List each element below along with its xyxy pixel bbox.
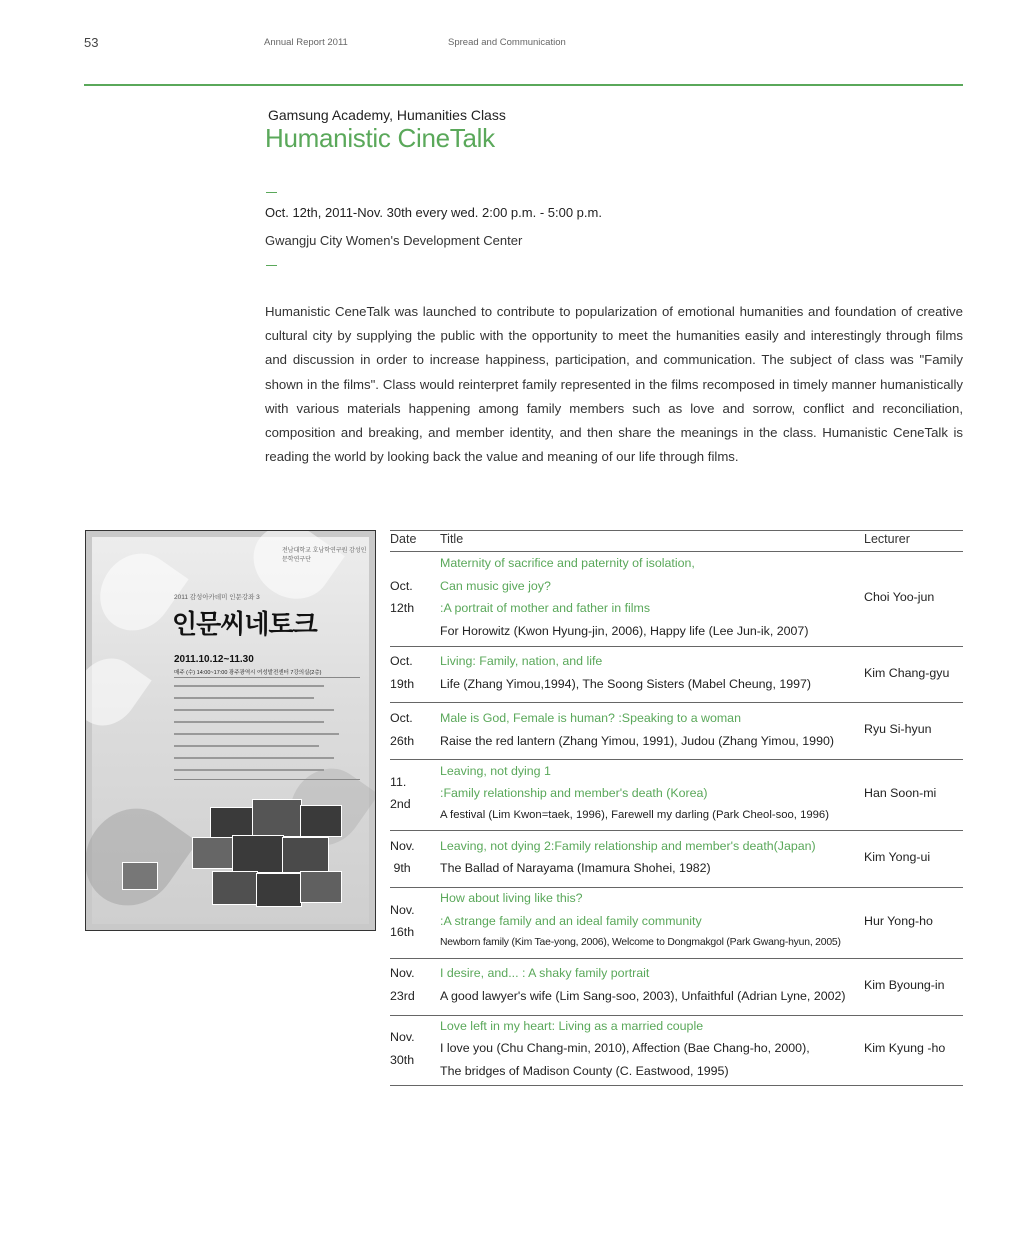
row-date: Oct. [390, 654, 413, 668]
row-date: 12th [390, 601, 415, 615]
row-date: Nov. [390, 839, 415, 853]
header-section-title: Spread and Communication [448, 37, 566, 48]
row-date: 30th [390, 1053, 415, 1067]
poster-schedule-line [174, 745, 319, 747]
poster-schedule-line [174, 709, 334, 711]
poster-image [85, 530, 376, 931]
row-films: I love you (Chu Chang-min, 2010), Affection (Bae Chang-ho, 2000), [440, 1041, 810, 1055]
table-rule [390, 830, 963, 831]
poster-photo [212, 871, 258, 905]
poster-photo [192, 837, 234, 869]
row-lecturer: Choi Yoo-jun [864, 590, 935, 604]
row-title: :A strange family and an ideal family community [440, 914, 702, 928]
leaf-decoration [85, 790, 198, 924]
header-report-title: Annual Report 2011 [264, 37, 348, 48]
poster-rule [174, 677, 360, 678]
row-title: Male is God, Female is human? :Speaking to a woman [440, 711, 741, 725]
poster-schedule-line [174, 733, 339, 735]
row-date: 19th [390, 677, 415, 691]
poster-photo [232, 835, 284, 873]
leaf-decoration [239, 530, 345, 614]
row-lecturer: Kim Chang-gyu [864, 666, 950, 680]
leaf-decoration [85, 646, 152, 738]
row-date: Oct. [390, 711, 413, 725]
column-header-title: Title [440, 532, 464, 546]
row-lecturer: Kim Yong-ui [864, 850, 931, 864]
row-films: For Horowitz (Kwon Hyung-jin, 2006), Happy life (Lee Jun-ik, 2007) [440, 624, 809, 638]
row-films: The Ballad of Narayama (Imamura Shohei, 1982) [440, 861, 711, 875]
program-description: Humanistic CeneTalk was launched to contribute to popularization of emotional humanities and foundation of creative cultural city by supplying the public with the opportunity to meet the humanities easily and interestingly through films and discussion in order to increase happiness, participation, and communication. The subject of class was "Family shown in the films". Class would reinterpret family represented in the films recomposed in timely manner humanistically with various materials happening among family members such as love and sorrow, conflict and reconciliation, composition and breaking, and member identity, and then share the meanings in the class. Humanistic CeneTalk is reading the world by looking back the value and meaning of our life through films. [265, 304, 963, 465]
poster-schedule-line [174, 769, 324, 771]
table-rule [390, 958, 963, 959]
poster-photo [256, 873, 302, 907]
row-title: I desire, and... : A shaky family portrait [440, 966, 650, 980]
table-rule [390, 1085, 963, 1086]
poster-photo [300, 871, 342, 903]
program-venue: Gwangju City Women's Development Center [265, 233, 523, 248]
row-title: How about living like this? [440, 891, 583, 905]
row-date: 9th [390, 861, 411, 875]
table-rule [390, 702, 963, 703]
program-title: Humanistic CineTalk [265, 123, 495, 153]
row-date: 11. [390, 775, 407, 789]
table-rule [390, 759, 963, 760]
poster-organizer-text: 전남대학교 호남학연구원 감성인문학연구단 [282, 548, 367, 563]
dash-divider [266, 192, 277, 193]
program-subtitle: Gamsung Academy, Humanities Class [268, 107, 506, 123]
poster-schedule-line [174, 721, 324, 723]
poster-title: 인문씨네토크 [172, 610, 317, 640]
row-title: Can music give joy? [440, 579, 551, 593]
poster-photo [252, 799, 302, 837]
row-title: Living: Family, nation, and life [440, 654, 603, 668]
row-films: Life (Zhang Yimou,1994), The Soong Sisters (Mabel Cheung, 1997) [440, 677, 812, 691]
poster-schedule-line [174, 697, 314, 699]
column-header-date: Date [390, 532, 417, 546]
row-title: Leaving, not dying 1 [440, 764, 551, 778]
row-title: Maternity of sacrifice and paternity of isolation, [440, 556, 695, 570]
program-schedule: Oct. 12th, 2011-Nov. 30th every wed. 2:00 p.m. - 5:00 p.m. [265, 205, 602, 220]
row-lecturer: Han Soon-mi [864, 786, 937, 800]
poster-photo [282, 837, 329, 873]
poster-photo [122, 862, 158, 890]
row-films: A festival (Lim Kwon=taek, 1996), Farewell my darling (Park Cheol-soo, 1996) [440, 809, 829, 821]
poster-rule [174, 779, 360, 780]
row-films: Raise the red lantern (Zhang Yimou, 1991), Judou (Zhang Yimou, 1990) [440, 734, 834, 748]
table-rule [390, 646, 963, 647]
table-rule [390, 887, 963, 888]
row-title: Leaving, not dying 2:Family relationship and member's death(Japan) [440, 839, 816, 853]
row-films: A good lawyer's wife (Lim Sang-soo, 2003), Unfaithful (Adrian Lyne, 2002) [440, 989, 846, 1003]
row-date: 23rd [390, 989, 415, 1003]
row-date: Oct. [390, 579, 413, 593]
row-date: Nov. [390, 1030, 415, 1044]
row-date: 26th [390, 734, 415, 748]
row-lecturer: Hur Yong-ho [864, 914, 933, 928]
poster-photo [300, 805, 342, 837]
poster-schedule-line [174, 757, 334, 759]
header-divider [84, 84, 963, 86]
row-lecturer: Kim Kyung -ho [864, 1041, 946, 1055]
row-date: Nov. [390, 903, 415, 917]
poster-background [92, 537, 369, 924]
poster-dates: 2011.10.12~11.30 [174, 654, 254, 665]
row-films: The bridges of Madison County (C. Eastwood, 1995) [440, 1064, 729, 1078]
row-title: :A portrait of mother and father in films [440, 601, 651, 615]
page-number: 53 [84, 35, 99, 50]
poster-venue: 매주 (수) 14:00~17:00 광주광역시 여성발전센터 7강의실(2층) [174, 670, 322, 676]
dash-divider [266, 265, 277, 266]
table-rule [390, 530, 963, 531]
column-header-lecturer: Lecturer [864, 532, 910, 546]
row-title: :Family relationship and member's death (Korea) [440, 786, 708, 800]
row-lecturer: Ryu Si-hyun [864, 722, 932, 736]
table-rule [390, 551, 963, 552]
poster-schedule-line [174, 685, 324, 687]
row-lecturer: Kim Byoung-in [864, 978, 945, 992]
row-films: Newborn family (Kim Tae-yong, 2006), Welcome to Dongmakgol (Park Gwang-hyun, 2005) [440, 937, 841, 948]
poster-series: 2011 감성아카데미 인문강좌 3 [174, 594, 260, 601]
row-date: Nov. [390, 966, 415, 980]
row-date: 16th [390, 925, 415, 939]
row-date: 2nd [390, 797, 411, 811]
row-title: Love left in my heart: Living as a married couple [440, 1019, 704, 1033]
table-rule [390, 1015, 963, 1016]
